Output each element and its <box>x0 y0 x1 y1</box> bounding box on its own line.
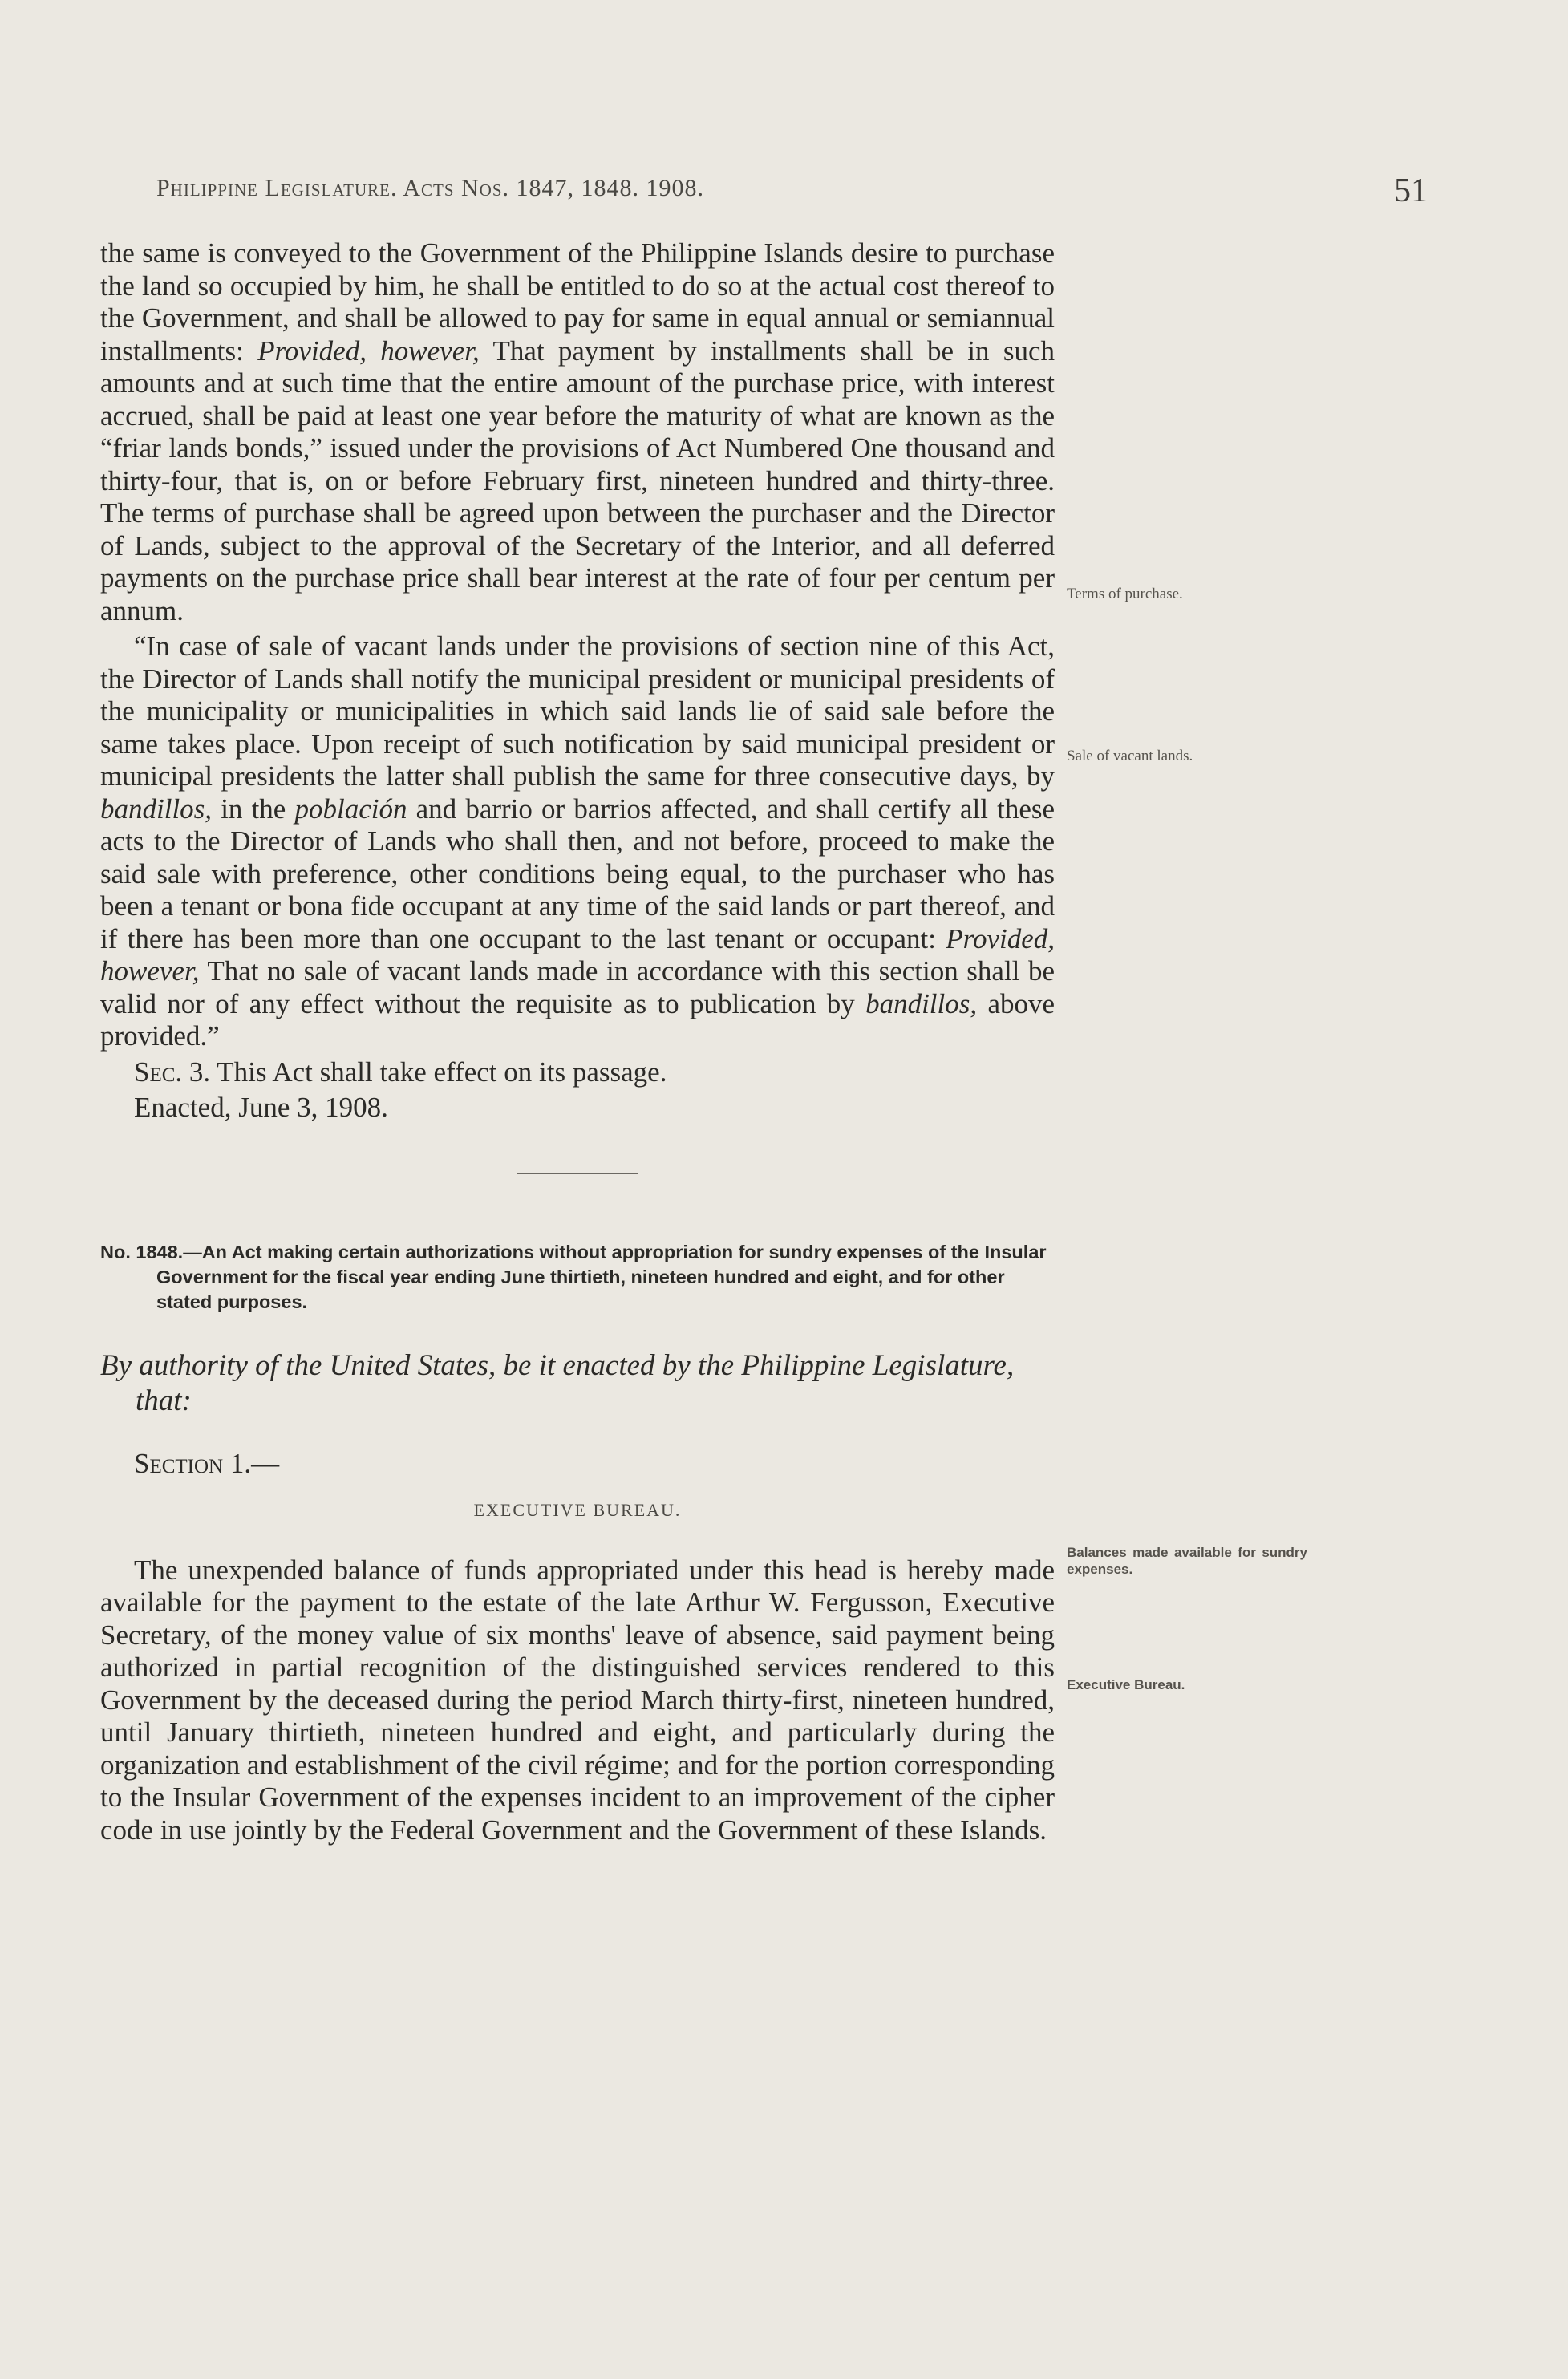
executive-bureau-heading: EXECUTIVE BUREAU. <box>473 1500 682 1520</box>
enacted-date: Enacted, June 3, 1908. <box>134 1092 388 1123</box>
running-head: Philippine Legislature. Acts Nos. 1847, 1848. 1908. <box>156 175 705 201</box>
text-run: the same is conveyed to the Government of the Philippine Islands desire to purchase the land so occupied by him, he shall be entitled to do so at the actual cost thereof to the Government, and shall be allowed to pay for same in equal annual or semiannual installments: <box>100 237 1055 367</box>
enacting-clause: By authority of the United States, be it enacted by the Philippine Legislature, that: <box>100 1348 1015 1417</box>
section-divider <box>517 1173 638 1174</box>
text-run: That payment by installments shall be in such amounts and at such time that the entire amount of the purchase price, with interest accrued, shall be paid at least one year before the maturity of what are known as the “friar lands bonds,” issued under the provisions of Act Numbered One thousand and thirty-four, that is, on or before February first, nineteen hundred and thirty-three. The terms of purchase shall be agreed upon between the purchaser and the Director of Lands, subject to the approval of the Secretary of the Interior, and all deferred payments on the purchase price shall bear interest at the rate of four per centum per annum. <box>100 334 1055 626</box>
act-title: No. 1848.—An Act making certain authorizations without appropriation for sundry expenses of the Insular Government for the fiscal year ending June thirtieth, nineteen hundred and eight, and for other stated purposes. <box>100 1241 1047 1312</box>
paragraph-executive-bureau: The unexpended balance of funds appropriated under this head is hereby made available for the payment to the estate of the late Arthur W. Fergusson, Executive Secretary, of the money value of six months' leave of absence, said payment being authorized in partial recognition of the distinguished services rendered to this Government by the deceased during the period March thirty-first, nineteen hundred, until January thirtieth, nineteen hundred and eight, and particularly during the organization and establishment of the civil régime; and for the portion corresponding to the Insular Government of the expenses incident to an improvement of the cipher code in use jointly by the Federal Government and the Government of these Islands. <box>100 1554 1055 1846</box>
margin-note-balances: Balances made available for sundry expenses. <box>1067 1545 1307 1577</box>
section-text: This Act shall take effect on its passage. <box>217 1056 667 1088</box>
text-run: above provided.” <box>100 987 1055 1052</box>
text-run: and barrio or barrios affected, and shall certify all these acts to the Director of Lands who shall then, and not before, proceed to make the said sale with preference, other conditions being equal, to the purchaser who has been a tenant or bona fide occupant at any time of the said lands or part thereof, and if there has been more than one occupant to the last tenant or occupant: <box>100 792 1055 954</box>
body-column <box>100 237 1055 1846</box>
paragraph-purchase-terms <box>100 237 1055 627</box>
text-run: in the <box>221 792 286 825</box>
margin-note-sale: Sale of vacant lands. <box>1067 748 1193 764</box>
italic-run: bandillos, <box>100 792 213 825</box>
page-number: 51 <box>1394 172 1428 209</box>
italic-run: Provided, however, <box>100 922 1055 987</box>
margin-note-executive-bureau: Executive Bureau. <box>1067 1677 1185 1692</box>
section-3 <box>100 1056 1055 1089</box>
text-run: That no sale of vacant lands made in accordance with this section shall be valid nor of any effect without the requisite as to publication by <box>100 955 1055 1019</box>
section-label: Sec. 3. <box>134 1056 211 1088</box>
section-1-heading: Section 1.— <box>134 1447 280 1479</box>
text-run: “In case of sale of vacant lands under the provisions of section nine of this Act, the Director of Lands shall notify the municipal president or municipal presidents of the municipality or municipalities in which said lands lie of said sale before the same takes place. Upon receipt of such notification by said municipal president or municipal presidents the latter shall publish the same for three consecutive days, by <box>100 630 1055 792</box>
italic-run: población <box>294 792 407 825</box>
margin-note-terms: Terms of purchase. <box>1067 586 1183 602</box>
paragraph-sale-vacant-lands <box>100 630 1055 1053</box>
italic-run: Provided, however, <box>257 334 480 367</box>
italic-run: bandillos, <box>865 987 978 1019</box>
